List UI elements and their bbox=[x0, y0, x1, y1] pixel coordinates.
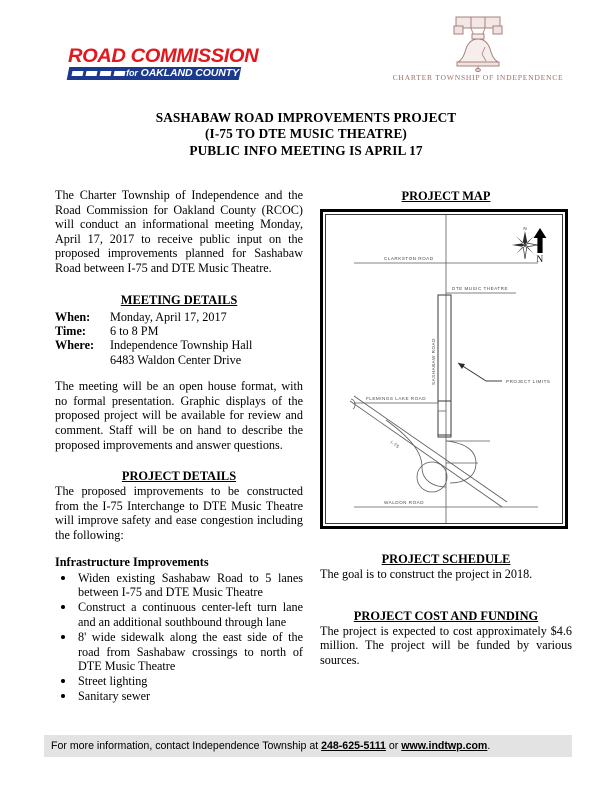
map-project-limits-corridor bbox=[438, 295, 451, 435]
meeting-address-label bbox=[55, 353, 110, 367]
map-i75-line-b bbox=[354, 396, 507, 502]
title-line-1: SASHABAW ROAD IMPROVEMENTS PROJECT bbox=[155, 110, 457, 125]
project-map-image bbox=[325, 214, 563, 524]
list-item: • Street lighting bbox=[76, 674, 303, 689]
meeting-where-label: Where: bbox=[55, 338, 95, 353]
rcoc-dash bbox=[72, 71, 84, 76]
list-item: • Widen existing Sashabaw Road to 5 lanes between I-75 and DTE Music Theatre bbox=[76, 571, 303, 600]
road-commission-logo bbox=[68, 45, 259, 80]
rcoc-logo-county: OAKLAND COUNTY bbox=[140, 66, 240, 79]
footer-prefix: For more information, contact Independence Township at bbox=[51, 740, 322, 752]
liberty-bell-icon bbox=[441, 14, 515, 72]
meeting-address-value: 6483 Waldon Center Drive bbox=[110, 352, 242, 367]
open-house-paragraph: The meeting will be an open house format, with no formal presentation. Graphic displays of the proposed project will be available for review and comment. Staff will be on hand to describe the proposed improvements and answer questions. bbox=[55, 379, 303, 452]
meeting-when-label: When: bbox=[55, 309, 91, 324]
meeting-where-value: Independence Township Hall bbox=[110, 338, 253, 353]
map-flemings-lake-road-line bbox=[354, 403, 446, 411]
project-map-svg bbox=[326, 215, 563, 524]
project-schedule-heading-text: PROJECT SCHEDULE bbox=[381, 552, 511, 566]
township-logo bbox=[388, 14, 568, 88]
map-label-sashabaw-road: SASHABAW ROAD bbox=[431, 338, 436, 385]
rcoc-logo-for: for bbox=[126, 67, 138, 78]
map-ramp-roundabout bbox=[417, 462, 447, 492]
table-row bbox=[55, 338, 252, 352]
infrastructure-heading: Infrastructure Improvements bbox=[55, 554, 209, 569]
map-label-clarkston-road: CLARKSTON ROAD bbox=[384, 256, 434, 261]
meeting-when-value: Monday, April 17, 2017 bbox=[110, 309, 227, 324]
rcoc-logo-bar bbox=[67, 67, 242, 80]
project-cost-heading-text: PROJECT COST AND FUNDING bbox=[353, 608, 539, 623]
meeting-details-table bbox=[55, 310, 252, 368]
project-cost-heading bbox=[320, 608, 572, 624]
compass-rose-icon bbox=[512, 226, 546, 265]
list-item: • 8' wide sidewalk along the east side of the road from Sashabaw crossings to north of DTE Music Theatre bbox=[76, 630, 303, 674]
right-column bbox=[320, 188, 572, 667]
compass-north-label: N bbox=[536, 255, 544, 265]
list-item: • Sanitary sewer bbox=[76, 689, 303, 704]
project-details-heading bbox=[55, 468, 303, 484]
map-label-i75: I-75 bbox=[389, 439, 401, 450]
footer-contact-text bbox=[44, 740, 490, 752]
table-row bbox=[55, 324, 252, 338]
rcoc-logo-dashes bbox=[72, 71, 126, 76]
meeting-details-heading bbox=[55, 292, 303, 308]
meeting-time-label: Time: bbox=[55, 323, 86, 338]
project-map-frame bbox=[320, 209, 568, 529]
rcoc-dash bbox=[86, 71, 98, 76]
project-map-heading-text: PROJECT MAP bbox=[401, 189, 491, 203]
project-schedule-paragraph: The goal is to construct the project in 2018. bbox=[320, 567, 533, 581]
rcoc-logo-line1: ROAD COMMISSION bbox=[68, 45, 259, 67]
meeting-details-heading-text: MEETING DETAILS bbox=[120, 292, 238, 307]
list-item: • Construct a continuous center-left turn lane and an additional southbound through lane bbox=[76, 600, 303, 629]
map-label-dte-music-theatre: DTE MUSIC THEATRE bbox=[452, 286, 509, 291]
title-line-3: PUBLIC INFO MEETING IS APRIL 17 bbox=[189, 142, 423, 158]
project-details-heading-text: PROJECT DETAILS bbox=[121, 469, 237, 484]
map-label-flemings-lake-road: FLEMINGS LAKE ROAD bbox=[366, 396, 427, 401]
table-row bbox=[55, 353, 252, 367]
page-title bbox=[0, 110, 612, 159]
project-details-paragraph: The proposed improvements to be constructed from the I-75 Interchange to DTE Music Theatre will improve safety and ease congestion including the following: bbox=[55, 484, 303, 542]
infrastructure-list bbox=[55, 571, 303, 704]
rcoc-logo-line2 bbox=[126, 67, 239, 79]
table-row bbox=[55, 310, 252, 324]
footer-phone[interactable]: 248-625-5111 bbox=[321, 740, 386, 752]
intro-paragraph: The Charter Township of Independence and the Road Commission for Oakland County (RCOC) will conduct an informational meeting Monday, April 17, 2017 to receive public input on the proposed improvements planned for Sashabaw Road between I-75 and DTE Music Theatre. bbox=[55, 188, 303, 275]
project-map-heading bbox=[320, 188, 572, 204]
footer-suffix: . bbox=[487, 740, 491, 752]
map-label-waldon-road: WALDON ROAD bbox=[384, 500, 425, 505]
compass-small-north-label: N bbox=[523, 226, 527, 231]
footer-bar bbox=[44, 735, 572, 757]
map-label-project-limits: PROJECT LIMITS bbox=[506, 379, 551, 384]
township-logo-caption: CHARTER TOWNSHIP OF INDEPENDENCE bbox=[392, 73, 564, 82]
meeting-time-value: 6 to 8 PM bbox=[110, 323, 159, 338]
footer-middle: or bbox=[385, 740, 402, 752]
project-schedule-heading bbox=[320, 551, 572, 567]
page-header bbox=[0, 0, 612, 100]
project-cost-paragraph: The project is expected to cost approximately $4.6 million. The project will be funded by various sources. bbox=[320, 623, 572, 667]
rcoc-dash bbox=[114, 71, 126, 76]
rcoc-dash bbox=[100, 71, 112, 76]
title-line-2: (I-75 TO DTE MUSIC THEATRE) bbox=[205, 126, 407, 142]
footer-website-link[interactable]: www.indtwp.com bbox=[401, 740, 488, 752]
left-column bbox=[55, 188, 303, 704]
map-ramp-loop-east bbox=[446, 441, 476, 483]
